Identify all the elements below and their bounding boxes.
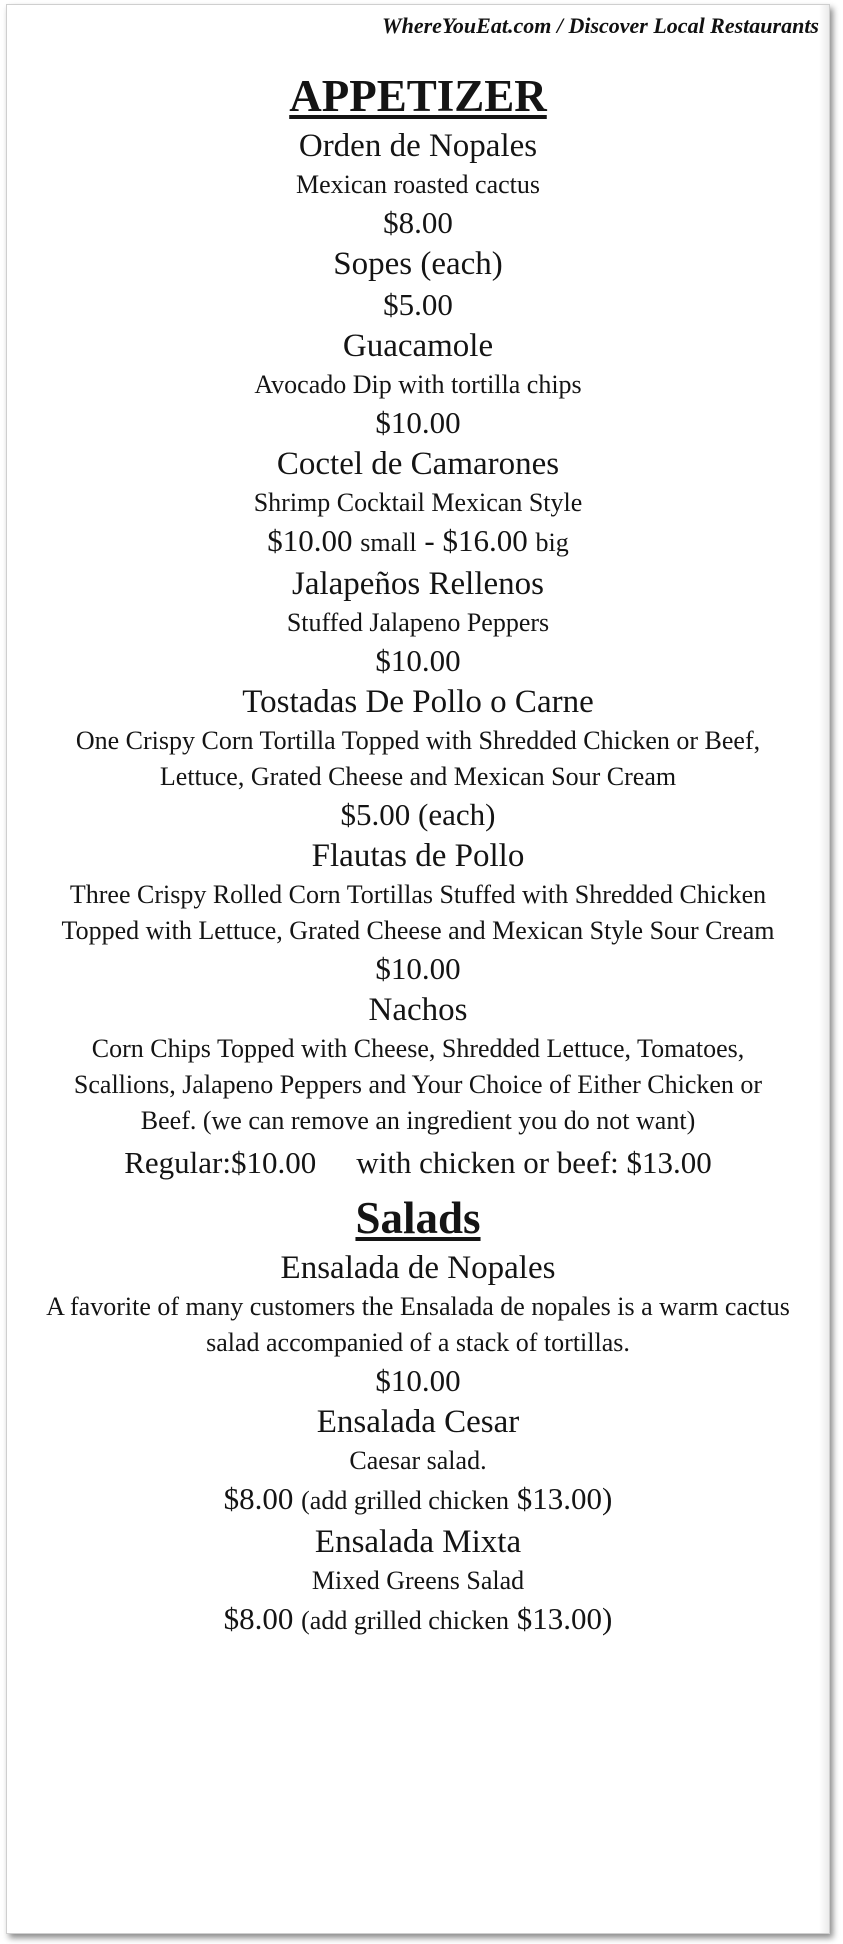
menu-item-guacamole (7, 325, 829, 443)
price-with-meat: with chicken or beef: $13.00 (356, 1145, 712, 1180)
item-name: Jalapeños Rellenos (291, 566, 545, 602)
price-separator: - (424, 523, 435, 558)
item-price-range (7, 521, 829, 563)
item-price: $10.00 (375, 951, 461, 986)
section-title-salads: Salads (355, 1193, 481, 1243)
price-addon-label: (add grilled chicken (301, 1606, 510, 1635)
item-name: Orden de Nopales (298, 128, 538, 164)
item-description: Corn Chips Topped with Cheese, Shredded Lettuce, Tomatoes, Scallions, Jalapeno Peppers and Your Choice of Either Chicken or Beef. (we can remove an ingredient you do not want) (73, 1034, 763, 1135)
item-price: $5.00 (each) (340, 797, 496, 832)
menu-item-ensalada-mixta (7, 1521, 829, 1641)
menu-item-nachos (7, 989, 829, 1185)
price-big-label: big (535, 528, 569, 557)
item-name: Coctel de Camarones (276, 446, 560, 482)
section-title-appetizer: APPETIZER (289, 71, 547, 121)
menu-item-coctel-de-camarones (7, 443, 829, 563)
price-base: $8.00 (223, 1601, 294, 1636)
item-price (7, 1599, 829, 1641)
menu-item-orden-de-nopales (7, 125, 829, 243)
menu-page (6, 4, 830, 1934)
menu-item-tostadas (7, 681, 829, 835)
menu-item-sopes (7, 243, 829, 325)
item-description: Mexican roasted cactus (295, 170, 540, 199)
item-name: Sopes (each) (333, 246, 503, 282)
item-name: Flautas de Pollo (311, 838, 525, 874)
item-price: $10.00 (375, 405, 461, 440)
item-price (7, 1479, 829, 1521)
menu-item-jalapenos-rellenos (7, 563, 829, 681)
price-regular: Regular:$10.00 (124, 1145, 317, 1180)
menu-item-ensalada-de-nopales (7, 1247, 829, 1401)
menu-item-ensalada-cesar (7, 1401, 829, 1521)
menu-content (7, 67, 829, 1641)
item-name: Nachos (368, 992, 468, 1028)
price-addon-label: (add grilled chicken (301, 1486, 510, 1515)
item-price: $8.00 (383, 205, 453, 240)
item-description: Caesar salad. (349, 1446, 487, 1475)
price-addon: $13.00) (516, 1481, 613, 1516)
item-description: Three Crispy Rolled Corn Tortillas Stuffed with Shredded Chicken Topped with Lettuce, Grated Cheese and Mexican Style Sour Cream (61, 880, 775, 945)
item-name: Guacamole (342, 328, 494, 364)
item-description: One Crispy Corn Tortilla Topped with Shredded Chicken or Beef, Lettuce, Grated Cheese and Mexican Sour Cream (75, 726, 761, 791)
item-price: $10.00 (375, 643, 461, 678)
item-name: Tostadas De Pollo o Carne (242, 684, 594, 720)
price-big: $16.00 (442, 523, 528, 558)
price-small: $10.00 (267, 523, 353, 558)
price-addon: $13.00) (516, 1601, 613, 1636)
item-description: Shrimp Cocktail Mexican Style (253, 488, 583, 517)
price-base: $8.00 (223, 1481, 294, 1516)
item-description: Mixed Greens Salad (311, 1566, 525, 1595)
item-description: Stuffed Jalapeno Peppers (286, 608, 550, 637)
item-price: $10.00 (375, 1363, 461, 1398)
site-watermark: WhereYouEat.com / Discover Local Restaurants (382, 13, 819, 38)
price-small-label: small (360, 528, 417, 557)
item-name: Ensalada Mixta (314, 1524, 522, 1560)
item-name: Ensalada Cesar (316, 1404, 520, 1440)
item-price-options (7, 1141, 829, 1185)
menu-item-flautas-de-pollo (7, 835, 829, 989)
item-price: $5.00 (383, 287, 453, 322)
item-description: Avocado Dip with tortilla chips (254, 370, 582, 399)
item-description: A favorite of many customers the Ensalada de nopales is a warm cactus salad accompanied of a stack of tortillas. (46, 1292, 790, 1357)
item-name: Ensalada de Nopales (280, 1250, 556, 1286)
